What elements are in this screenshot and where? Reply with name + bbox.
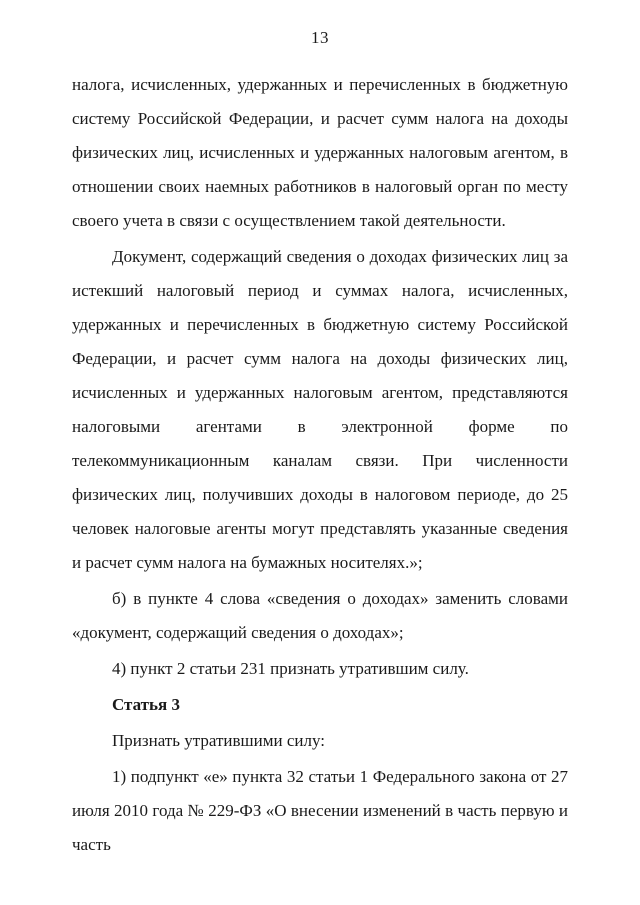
- article-heading: Статья 3: [112, 695, 180, 714]
- paragraph: Признать утратившими силу:: [112, 731, 325, 750]
- paragraph: Документ, содержащий сведения о доходах физических лиц за истекший налоговый период и суммах налога, исчисленных, удержанных и перечисленных в бюджетную систему Российской Федерации, и расчет сумм налога на доходы физических лиц, исчисленных и удержанных налоговым агентом, представляются налоговыми агентами в электронной форме по телекоммуникационным каналам связи. При численности физических лиц, получивших доходы в налоговом периоде, до 25 человек налоговые агенты могут представлять указанные сведения и расчет сумм налога на бумажных носителях.»;: [72, 247, 568, 572]
- paragraph: б) в пункте 4 слова «сведения о доходах» заменить словами «документ, содержащий сведения о доходах»;: [72, 589, 568, 642]
- paragraph-continues-next-page: 1) подпункт «е» пункта 32 статьи 1 Федерального закона от 27 июля 2010 года № 229-ФЗ «О внесении изменений в часть первую и часть: [72, 767, 568, 854]
- paragraph-continuation: налога, исчисленных, удержанных и перечисленных в бюджетную систему Российской Федерации, и расчет сумм налога на доходы физических лиц, исчисленных и удержанных налоговым агентом, в отношении своих наемных работников в налоговый орган по месту своего учета в связи с осуществлением такой деятельности.: [72, 75, 568, 230]
- paragraph: 4) пункт 2 статьи 231 признать утратившим силу.: [112, 659, 469, 678]
- page-number: 13: [311, 28, 329, 47]
- document-body: [72, 68, 568, 862]
